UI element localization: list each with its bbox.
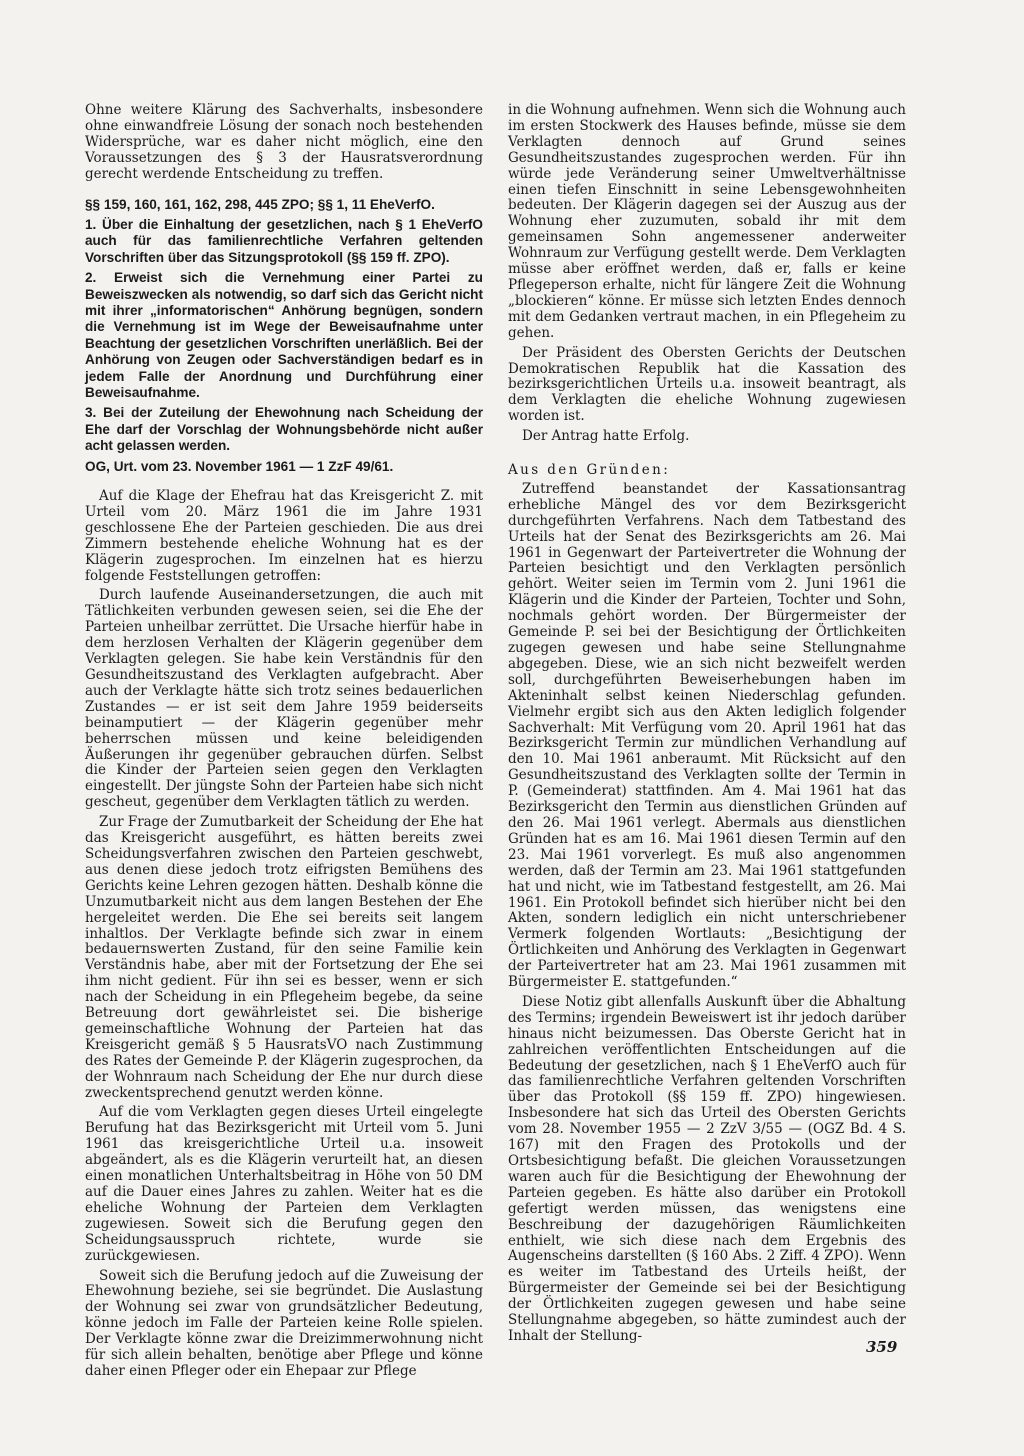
left-column [85,103,483,1384]
page-number: 359 [866,1338,898,1356]
headnote-citation: OG, Urt. vom 23. November 1961 — 1 ZzF 49/61. [85,458,394,474]
right-column [508,103,906,1349]
paragraph-protocol: Diese Notiz gibt allenfalls Auskunft über die Abhaltung des Termins; irgendein Beweiswert ist ihr jedoch darüber hinaus nicht beizumessen. Das Oberste Gericht hat in zahlreichen veröffentlichten Entscheidungen auf die Bedeutung der gesetzlichen, nach § 1 EheVerfO auch für das familienrechtliche Verfahren geltenden Vorschriften über das Protokoll (§§ 159 ff. ZPO) hingewiesen. Insbesondere hat sich das Urteil des Obersten Gerichts vom 28. November 1955 — 2 ZzV 3/55 — (OGZ Bd. 4 S. 167) mit den Fragen des Protokolls und der Ortsbesichtigung befaßt. Die gleichen Voraussetzungen waren auch für die Besichtigung der Ehewohnung der Parteien gegeben. Es hätte also darüber ein Protokoll gefertigt werden müssen, das wenigstens eine Beschreibung der dazugehörigen Räumlichkeiten enthielt, wie sich diese nach dem Ergebnis des Augenscheins darstellten (§ 160 Abs. 2 Ziff. 4 ZPO). Wenn es weiter im Tatbestand des Urteils heißt, der Bürgermeister der Gemeinde sei bei der Besichtigung der Örtlichkeiten zugegen gewesen und habe seine Stellungnahme abgegeben, so hätte zumindest auch der Inhalt der Stellung- [508,993,906,1344]
headnote-point-2: 2. Erweist sich die Vernehmung einer Partei zu Beweiszwecken als notwendig, so darf sich das Gericht nicht mit ihrer „informatorischen“ Anhörung begnügen, sondern die Vernehmung ist im Wege der Beweisaufnahme unter Beachtung der gesetzlichen Vorschriften unerläßlich. Bei der Anhörung von Zeugen oder Sachverständigen bedarf es in jedem Falle der Anordnung und Durchführung einer Beweisaufnahme. [85,270,483,400]
paragraph-cassation-request: Der Präsident des Obersten Gerichts der Deutschen Demokratischen Republik hat die Kassation des bezirksgerichtlichen Urteils u.a. insoweit beantragt, als dem Verklagten die eheliche Wohnung zugewiesen worden ist. [508,344,906,425]
paragraph-apartment: Soweit sich die Berufung jedoch auf die Zuweisung der Ehewohnung beziehe, sei sie begründet. Die Auslastung der Wohnung sei zwar von grundsätzlicher Bedeutung, könne jedoch im Falle der Parteien keine Rolle spielen. Der Verklagte könne zwar die Dreizimmerwohnung nicht für sich allein behalten, benötige aber Pflege und könne daher einen Pfleger oder ein Ehepaar zur Pflege [85,1267,483,1379]
paragraph-procedural-defects: Zutreffend beanstandet der Kassationsantrag erhebliche Mängel des vor dem Bezirksgericht durchgeführten Verfahrens. Nach dem Tatbestand des Urteils hat der Senat des Bezirksgerichts am 26. Mai 1961 in Gegenwart der Parteivertreter die Wohnung der Parteien besichtigt und den Verklagten persönlich gehört. Weiter seien im Termin vom 2. Juni 1961 die Klägerin und die Kinder der Parteien, Tochter und Sohn, nochmals gehört worden. Der Bürgermeister der Gemeinde P. sei bei der Besichtigung der Örtlichkeiten zugegen gewesen und habe seine Stellungnahme abgegeben. Diese, wie an sich nicht bezweifelt werden soll, durchgeführten Beweiserhebungen haben im Akteninhalt selbst keinen Niederschlag gefunden. Vielmehr ergibt sich aus den Akten lediglich folgender Sachverhalt: Mit Verfügung vom 20. April 1961 hat das Bezirksgericht Termin zur mündlichen Verhandlung auf den 10. Mai 1961 anberaumt. Mit Rücksicht auf den Gesundheitszustand des Verklagten sollte der Termin in P. (Gemeinderat) stattfinden. Am 4. Mai 1961 hat das Bezirksgericht den Termin aus dienstlichen Gründen auf den 26. Mai 1961 verlegt. Abermals aus dienstlichen Gründen hat es am 16. Mai 1961 diesen Termin auf den 23. Mai 1961 vorverlegt. Es muß also angenommen werden, daß der Termin am 23. Mai 1961 stattgefunden hat und nicht, wie im Tatbestand festgestellt, am 26. Mai 1961. Ein Protokoll befindet sich hierüber nicht bei den Akten, sondern lediglich ein nicht unterschriebener Vermerk folgenden Wortlauts: „Besichtigung der Örtlichkeiten und Anhörung des Verklagten in Gegenwart der Parteivertreter hat am 23. Mai 1961 zusammen mit Bürgermeister E. stattgefunden.“ [508,480,906,991]
paragraph-continuation: in die Wohnung aufnehmen. Wenn sich die Wohnung auch im ersten Stockwerk des Hauses befinde, müsse sie dem Verklagten dennoch auf Grund seines Gesundheitszustandes zugesprochen werden. Für ihn würde jede Veränderung seiner Umweltverhältnisse einen tiefen Einschnitt in seine Lebensgewohnheiten bedeuten. Der Klägerin dagegen sei der Auszug aus der Wohnung eher zuzumuten, sobald ihr mit dem gemeinsamen Sohn angemessener anderweiter Wohnraum zur Verfügung gestellt werde. Dem Verklagten müsse aber eröffnet werden, daß er, falls er keine Pflegeperson erhalte, nicht für längere Zeit die Wohnung „blockieren“ könne. Er müsse sich letzten Endes dennoch mit dem Gedanken vertraut machen, in ein Pflegeheim zu gehen. [508,102,906,341]
headnote-point-1: 1. Über die Einhaltung der gesetzlichen, nach § 1 EheVerfO auch für das familienrechtliche Verfahren geltenden Vorschriften über das Sitzungsprotokoll (§§ 159 ff. ZPO). [85,216,483,265]
paragraph-previous-case-end: Ohne weitere Klärung des Sachverhalts, insbesondere ohne einwandfreie Lösung der sonach noch bestehenden Widersprüche, war es daher nicht möglich, eine den Voraussetzungen des § 3 der Hausratsverordnung gerecht werdende Entscheidung zu treffen. [85,102,483,182]
paragraph-facts: Auf die Klage der Ehefrau hat das Kreisgericht Z. mit Urteil vom 20. März 1961 die im Jahre 1931 geschlossene Ehe der Parteien geschieden. Die aus drei Zimmern bestehende eheliche Wohnung hat es der Klägerin zugesprochen. Im einzelnen hat es hierzu folgende Feststellungen getroffen: [85,488,483,584]
paragraph-outcome: Der Antrag hatte Erfolg. [522,428,690,445]
headnote [85,197,483,476]
headnote-statutes: §§ 159, 160, 161, 162, 298, 445 ZPO; §§ 1, 11 EheVerfO. [85,196,435,212]
paragraph-appeal: Auf die vom Verklagten gegen dieses Urteil eingelegte Berufung hat das Bezirksgericht mit Urteil vom 5. Juni 1961 das kreisgerichtliche Urteil u.a. insoweit abgeändert, als es die Klägerin verurteilt hat, an diesen einen monatlichen Unterhaltsbeitrag in Höhe von 50 DM auf die Dauer eines Jahres zu zahlen. Weiter hat es die eheliche Wohnung der Parteien dem Verklagten zugewiesen. Soweit sich die Berufung gegen den Scheidungsausspruch richtete, wurde sie zurückgewiesen. [85,1104,483,1264]
paragraph-reasonableness: Zur Frage der Zumutbarkeit der Scheidung der Ehe hat das Kreisgericht ausgeführt, es hätten bereits zwei Scheidungsverfahren zwischen den Parteien geschwebt, aus denen diese jedoch trotz eifrigsten Bemühens des Gerichts keine Lehren gezogen hätten. Deshalb könne die Unzumutbarkeit nicht aus dem langen Bestehen der Ehe hergeleitet werden. Die Ehe sei bereits seit langem inhaltlos. Der Verklagte befinde sich zwar in einem bedauernswerten Zustand, für den seine Familie kein Verständnis habe, aber mit der Fortsetzung der Ehe sei ihm nicht gedient. Für ihn sei es besser, wenn er sich nach der Scheidung in ein Pflegeheim begebe, da seine Betreuung dort gewährleistet sei. Die bisherige gemeinschaftliche Wohnung der Parteien hat das Kreisgericht gemäß § 5 HausratsVO nach Zustimmung des Rates der Gemeinde P. der Klägerin zugesprochen, da der Wohnraum nach Scheidung der Ehe nur durch diese zweckentsprechend genutzt werden könne. [85,814,483,1101]
section-heading-reasons: Aus den Gründen: [508,462,671,479]
paragraph-findings: Durch laufende Auseinandersetzungen, die auch mit Tätlichkeiten verbunden gewesen seien, sei die Ehe der Parteien unheilbar zerrüttet. Die Ursache hierfür habe in dem herzlosen Verhalten der Klägerin gegenüber dem Verklagten gelegen. Sie habe kein Verständnis für den Gesundheitszustand des Verklagten aufgebracht. Aber auch der Verklagte hätte sich trotz seines bedauerlichen Zustandes — er ist seit dem Jahre 1959 beiderseits beinamputiert — der Klägerin gegenüber mehr beherrschen müssen und keine beleidigenden Äußerungen ihr gegenüber gebrauchen dürfen. Selbst die Kinder der Parteien seien gegen den Verklagten eingestellt. Der jüngste Sohn der Parteien habe sich nicht gescheut, gegenüber dem Verklagten tätlich zu werden. [85,587,483,811]
headnote-point-3: 3. Bei der Zuteilung der Ehewohnung nach Scheidung der Ehe darf der Vorschlag der Wohnungsbehörde nicht außer acht gelassen werden. [85,405,483,454]
